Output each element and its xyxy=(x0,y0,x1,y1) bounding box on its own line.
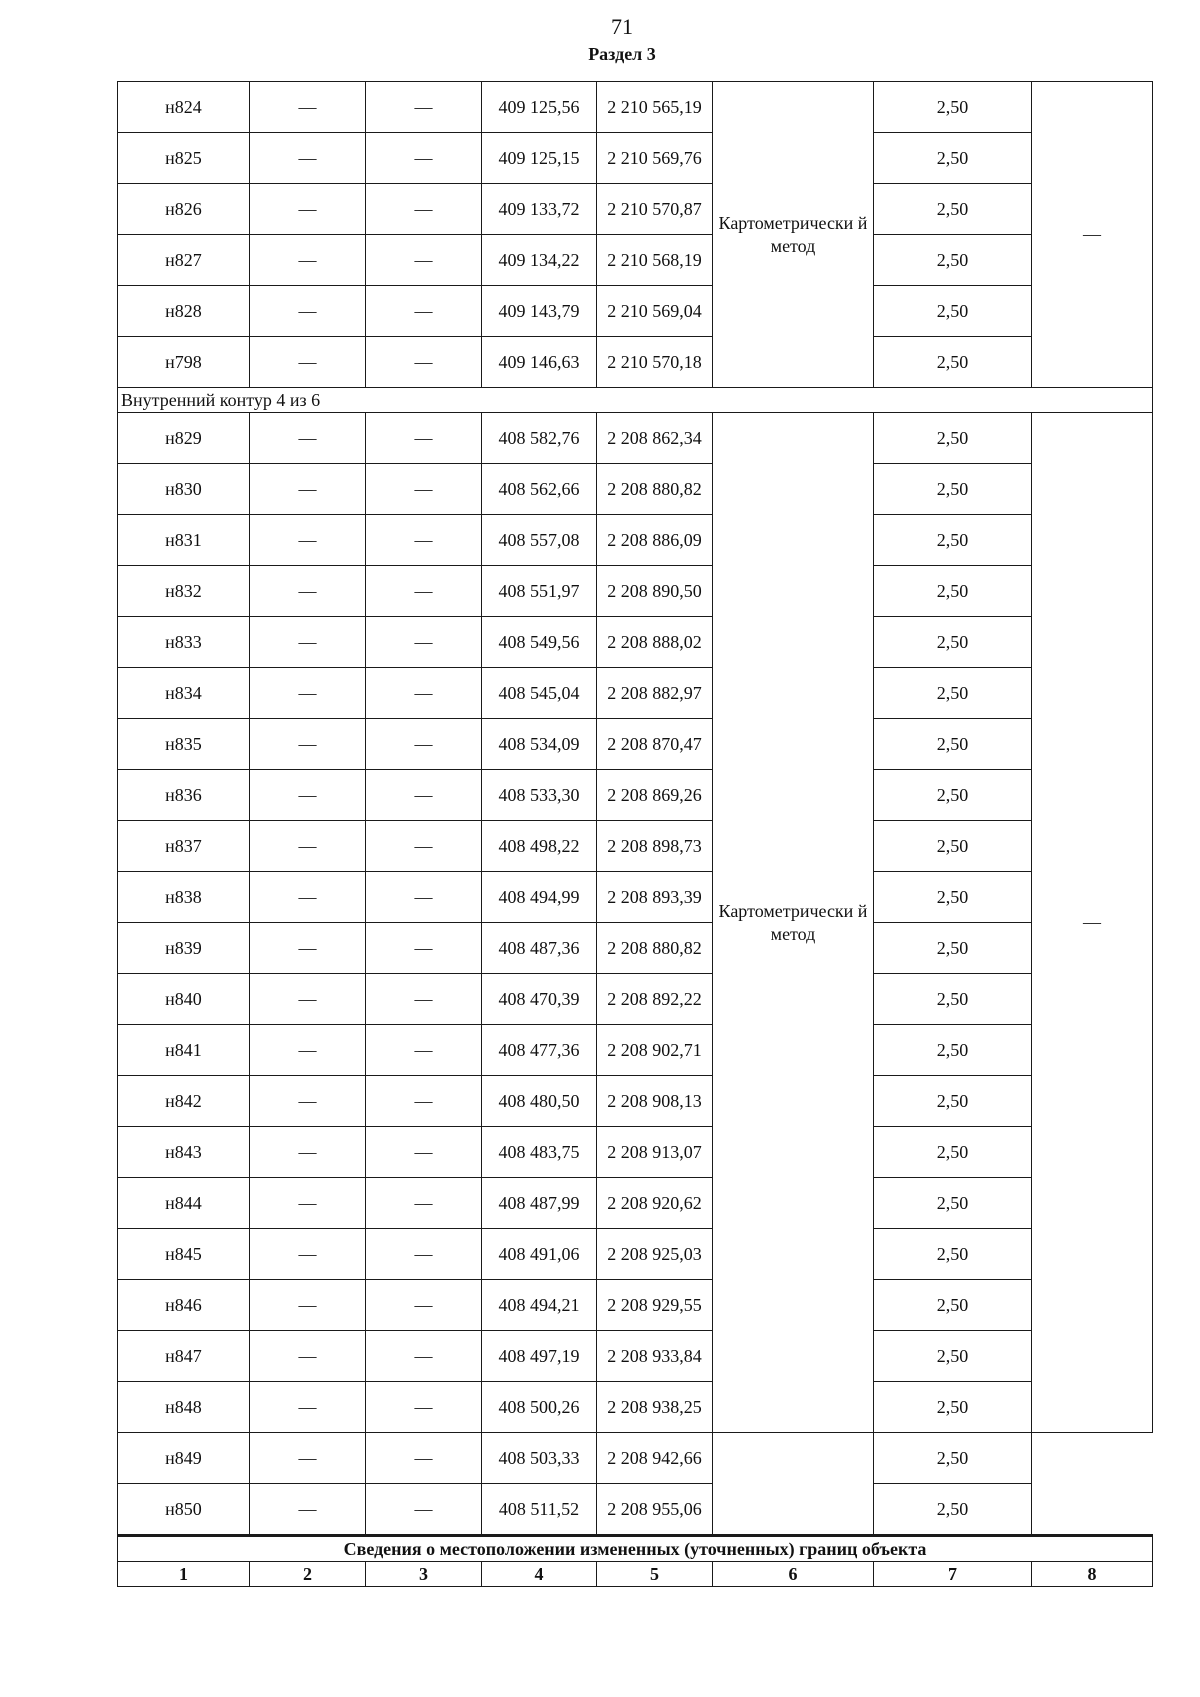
old-x-cell: — xyxy=(250,1331,366,1382)
new-y-cell: 2 208 882,97 xyxy=(597,668,713,719)
new-y-cell: 2 210 565,19 xyxy=(597,82,713,133)
point-name-cell: н838 xyxy=(118,872,250,923)
accuracy-cell: 2,50 xyxy=(874,770,1032,821)
table-row xyxy=(118,566,1153,617)
new-y-cell: 2 208 908,13 xyxy=(597,1076,713,1127)
new-x-cell: 409 146,63 xyxy=(482,337,597,388)
new-x-cell: 409 125,56 xyxy=(482,82,597,133)
accuracy-cell: 2,50 xyxy=(874,286,1032,337)
new-x-cell: 408 497,19 xyxy=(482,1331,597,1382)
note-cell: — xyxy=(1032,413,1153,1433)
old-y-cell: — xyxy=(366,184,482,235)
old-y-cell: — xyxy=(366,1178,482,1229)
accuracy-cell: 2,50 xyxy=(874,821,1032,872)
table-row xyxy=(118,1433,1153,1484)
point-name-cell: н848 xyxy=(118,1382,250,1433)
new-x-cell: 408 487,99 xyxy=(482,1178,597,1229)
new-y-cell: 2 208 955,06 xyxy=(597,1484,713,1536)
table-row xyxy=(118,1127,1153,1178)
accuracy-cell: 2,50 xyxy=(874,872,1032,923)
point-name-cell: н840 xyxy=(118,974,250,1025)
point-name-cell: н829 xyxy=(118,413,250,464)
new-y-cell: 2 208 869,26 xyxy=(597,770,713,821)
old-y-cell: — xyxy=(366,1280,482,1331)
point-name-cell: н839 xyxy=(118,923,250,974)
new-y-cell: 2 210 570,18 xyxy=(597,337,713,388)
new-y-cell: 2 208 913,07 xyxy=(597,1127,713,1178)
old-y-cell: — xyxy=(366,668,482,719)
point-name-cell: н836 xyxy=(118,770,250,821)
old-x-cell: — xyxy=(250,872,366,923)
accuracy-cell: 2,50 xyxy=(874,1025,1032,1076)
accuracy-cell: 2,50 xyxy=(874,566,1032,617)
column-number-cell: 7 xyxy=(874,1562,1032,1587)
old-x-cell: — xyxy=(250,566,366,617)
new-x-cell: 408 500,26 xyxy=(482,1382,597,1433)
new-x-cell: 408 511,52 xyxy=(482,1484,597,1536)
accuracy-cell: 2,50 xyxy=(874,617,1032,668)
point-name-cell: н830 xyxy=(118,464,250,515)
old-y-cell: — xyxy=(366,1433,482,1484)
table-row xyxy=(118,133,1153,184)
new-x-cell: 408 483,75 xyxy=(482,1127,597,1178)
new-x-cell: 408 562,66 xyxy=(482,464,597,515)
point-name-cell: н835 xyxy=(118,719,250,770)
old-x-cell: — xyxy=(250,235,366,286)
new-x-cell: 408 477,36 xyxy=(482,1025,597,1076)
old-y-cell: — xyxy=(366,821,482,872)
point-name-cell: н846 xyxy=(118,1280,250,1331)
new-y-cell: 2 210 569,76 xyxy=(597,133,713,184)
accuracy-cell: 2,50 xyxy=(874,1076,1032,1127)
new-x-cell: 408 480,50 xyxy=(482,1076,597,1127)
new-x-cell: 409 143,79 xyxy=(482,286,597,337)
footer-title-row xyxy=(118,1536,1153,1562)
new-x-cell: 408 487,36 xyxy=(482,923,597,974)
accuracy-cell: 2,50 xyxy=(874,1484,1032,1536)
new-x-cell: 408 534,09 xyxy=(482,719,597,770)
point-name-cell: н843 xyxy=(118,1127,250,1178)
accuracy-cell: 2,50 xyxy=(874,1280,1032,1331)
point-name-cell: н845 xyxy=(118,1229,250,1280)
new-y-cell: 2 208 942,66 xyxy=(597,1433,713,1484)
old-x-cell: — xyxy=(250,770,366,821)
boundary-points-table xyxy=(117,81,1153,1587)
contour-subheader-row xyxy=(118,388,1153,413)
accuracy-cell: 2,50 xyxy=(874,668,1032,719)
table-row xyxy=(118,1484,1153,1536)
new-x-cell: 408 498,22 xyxy=(482,821,597,872)
point-name-cell: н798 xyxy=(118,337,250,388)
old-y-cell: — xyxy=(366,1229,482,1280)
old-y-cell: — xyxy=(366,1382,482,1433)
column-number-cell: 5 xyxy=(597,1562,713,1587)
table-row xyxy=(118,1229,1153,1280)
new-x-cell: 409 125,15 xyxy=(482,133,597,184)
old-x-cell: — xyxy=(250,1484,366,1536)
old-y-cell: — xyxy=(366,515,482,566)
old-x-cell: — xyxy=(250,1178,366,1229)
table-row xyxy=(118,770,1153,821)
new-x-cell: 408 494,99 xyxy=(482,872,597,923)
old-x-cell: — xyxy=(250,1382,366,1433)
table-row xyxy=(118,1280,1153,1331)
column-number-cell: 2 xyxy=(250,1562,366,1587)
table-row xyxy=(118,337,1153,388)
new-y-cell: 2 208 933,84 xyxy=(597,1331,713,1382)
page-number: 71 xyxy=(611,14,633,39)
old-x-cell: — xyxy=(250,1229,366,1280)
table-row xyxy=(118,184,1153,235)
new-x-cell: 408 533,30 xyxy=(482,770,597,821)
old-x-cell: — xyxy=(250,617,366,668)
point-name-cell: н826 xyxy=(118,184,250,235)
method-cell: Картометрически й метод xyxy=(713,82,874,388)
column-numbers-row xyxy=(118,1562,1153,1587)
old-x-cell: — xyxy=(250,133,366,184)
method-cell xyxy=(713,1433,874,1536)
point-name-cell: н850 xyxy=(118,1484,250,1536)
new-y-cell: 2 208 925,03 xyxy=(597,1229,713,1280)
table-row xyxy=(118,1025,1153,1076)
old-x-cell: — xyxy=(250,184,366,235)
accuracy-cell: 2,50 xyxy=(874,413,1032,464)
new-x-cell: 408 557,08 xyxy=(482,515,597,566)
point-name-cell: н842 xyxy=(118,1076,250,1127)
new-x-cell: 408 582,76 xyxy=(482,413,597,464)
old-x-cell: — xyxy=(250,515,366,566)
new-x-cell: 409 134,22 xyxy=(482,235,597,286)
old-y-cell: — xyxy=(366,464,482,515)
table-row xyxy=(118,464,1153,515)
old-x-cell: — xyxy=(250,821,366,872)
new-y-cell: 2 210 570,87 xyxy=(597,184,713,235)
new-y-cell: 2 208 870,47 xyxy=(597,719,713,770)
new-y-cell: 2 208 880,82 xyxy=(597,923,713,974)
old-y-cell: — xyxy=(366,872,482,923)
column-number-cell: 6 xyxy=(713,1562,874,1587)
new-y-cell: 2 208 893,39 xyxy=(597,872,713,923)
old-y-cell: — xyxy=(366,1025,482,1076)
table-row xyxy=(118,515,1153,566)
table-row xyxy=(118,1331,1153,1382)
old-y-cell: — xyxy=(366,770,482,821)
old-x-cell: — xyxy=(250,413,366,464)
accuracy-cell: 2,50 xyxy=(874,82,1032,133)
new-x-cell: 408 494,21 xyxy=(482,1280,597,1331)
accuracy-cell: 2,50 xyxy=(874,1178,1032,1229)
table-row xyxy=(118,668,1153,719)
column-number-cell: 4 xyxy=(482,1562,597,1587)
point-name-cell: н833 xyxy=(118,617,250,668)
new-x-cell: 408 491,06 xyxy=(482,1229,597,1280)
method-cell: Картометрически й метод xyxy=(713,413,874,1433)
old-y-cell: — xyxy=(366,974,482,1025)
column-number-cell: 1 xyxy=(118,1562,250,1587)
old-x-cell: — xyxy=(250,1280,366,1331)
old-y-cell: — xyxy=(366,1127,482,1178)
new-y-cell: 2 208 929,55 xyxy=(597,1280,713,1331)
table-row xyxy=(118,1076,1153,1127)
table-row xyxy=(118,235,1153,286)
accuracy-cell: 2,50 xyxy=(874,974,1032,1025)
accuracy-cell: 2,50 xyxy=(874,184,1032,235)
point-name-cell: н841 xyxy=(118,1025,250,1076)
contour-label: Внутренний контур 4 из 6 xyxy=(118,388,1153,413)
new-x-cell: 408 503,33 xyxy=(482,1433,597,1484)
accuracy-cell: 2,50 xyxy=(874,1382,1032,1433)
point-name-cell: н825 xyxy=(118,133,250,184)
accuracy-cell: 2,50 xyxy=(874,1229,1032,1280)
new-x-cell: 408 551,97 xyxy=(482,566,597,617)
new-y-cell: 2 208 938,25 xyxy=(597,1382,713,1433)
point-name-cell: н824 xyxy=(118,82,250,133)
table-row xyxy=(118,872,1153,923)
section-title: Раздел 3 xyxy=(588,44,656,64)
new-x-cell: 408 470,39 xyxy=(482,974,597,1025)
table-row xyxy=(118,923,1153,974)
note-cell xyxy=(1032,1433,1153,1536)
new-y-cell: 2 208 862,34 xyxy=(597,413,713,464)
old-x-cell: — xyxy=(250,1025,366,1076)
old-y-cell: — xyxy=(366,235,482,286)
accuracy-cell: 2,50 xyxy=(874,923,1032,974)
table-row xyxy=(118,413,1153,464)
old-y-cell: — xyxy=(366,286,482,337)
old-x-cell: — xyxy=(250,923,366,974)
old-y-cell: — xyxy=(366,617,482,668)
new-x-cell: 408 545,04 xyxy=(482,668,597,719)
table-row xyxy=(118,974,1153,1025)
point-name-cell: н837 xyxy=(118,821,250,872)
accuracy-cell: 2,50 xyxy=(874,1127,1032,1178)
accuracy-cell: 2,50 xyxy=(874,719,1032,770)
new-y-cell: 2 208 920,62 xyxy=(597,1178,713,1229)
old-y-cell: — xyxy=(366,923,482,974)
new-x-cell: 408 549,56 xyxy=(482,617,597,668)
new-x-cell: 409 133,72 xyxy=(482,184,597,235)
point-name-cell: н834 xyxy=(118,668,250,719)
old-x-cell: — xyxy=(250,668,366,719)
accuracy-cell: 2,50 xyxy=(874,337,1032,388)
accuracy-cell: 2,50 xyxy=(874,515,1032,566)
old-x-cell: — xyxy=(250,464,366,515)
point-name-cell: н831 xyxy=(118,515,250,566)
point-name-cell: н827 xyxy=(118,235,250,286)
new-y-cell: 2 208 892,22 xyxy=(597,974,713,1025)
new-y-cell: 2 208 886,09 xyxy=(597,515,713,566)
old-x-cell: — xyxy=(250,337,366,388)
old-y-cell: — xyxy=(366,337,482,388)
new-y-cell: 2 208 890,50 xyxy=(597,566,713,617)
old-x-cell: — xyxy=(250,719,366,770)
new-y-cell: 2 208 898,73 xyxy=(597,821,713,872)
old-y-cell: — xyxy=(366,82,482,133)
column-number-cell: 8 xyxy=(1032,1562,1153,1587)
accuracy-cell: 2,50 xyxy=(874,464,1032,515)
point-name-cell: н844 xyxy=(118,1178,250,1229)
old-y-cell: — xyxy=(366,1484,482,1536)
accuracy-cell: 2,50 xyxy=(874,1433,1032,1484)
point-name-cell: н832 xyxy=(118,566,250,617)
old-y-cell: — xyxy=(366,719,482,770)
footer-title: Сведения о местоположении измененных (уточненных) границ объекта xyxy=(118,1536,1153,1562)
table-row xyxy=(118,286,1153,337)
column-number-cell: 3 xyxy=(366,1562,482,1587)
new-y-cell: 2 208 888,02 xyxy=(597,617,713,668)
note-cell: — xyxy=(1032,82,1153,388)
new-y-cell: 2 208 880,82 xyxy=(597,464,713,515)
table-row xyxy=(118,719,1153,770)
old-y-cell: — xyxy=(366,566,482,617)
old-x-cell: — xyxy=(250,82,366,133)
new-y-cell: 2 210 568,19 xyxy=(597,235,713,286)
old-y-cell: — xyxy=(366,133,482,184)
table-row xyxy=(118,821,1153,872)
new-y-cell: 2 210 569,04 xyxy=(597,286,713,337)
old-x-cell: — xyxy=(250,1127,366,1178)
old-x-cell: — xyxy=(250,974,366,1025)
accuracy-cell: 2,50 xyxy=(874,1331,1032,1382)
old-x-cell: — xyxy=(250,1076,366,1127)
old-x-cell: — xyxy=(250,1433,366,1484)
new-y-cell: 2 208 902,71 xyxy=(597,1025,713,1076)
old-x-cell: — xyxy=(250,286,366,337)
table-row xyxy=(118,1382,1153,1433)
old-y-cell: — xyxy=(366,1331,482,1382)
table-row xyxy=(118,82,1153,133)
old-y-cell: — xyxy=(366,413,482,464)
point-name-cell: н849 xyxy=(118,1433,250,1484)
point-name-cell: н828 xyxy=(118,286,250,337)
table-row xyxy=(118,1178,1153,1229)
accuracy-cell: 2,50 xyxy=(874,133,1032,184)
old-y-cell: — xyxy=(366,1076,482,1127)
table-row xyxy=(118,617,1153,668)
accuracy-cell: 2,50 xyxy=(874,235,1032,286)
point-name-cell: н847 xyxy=(118,1331,250,1382)
